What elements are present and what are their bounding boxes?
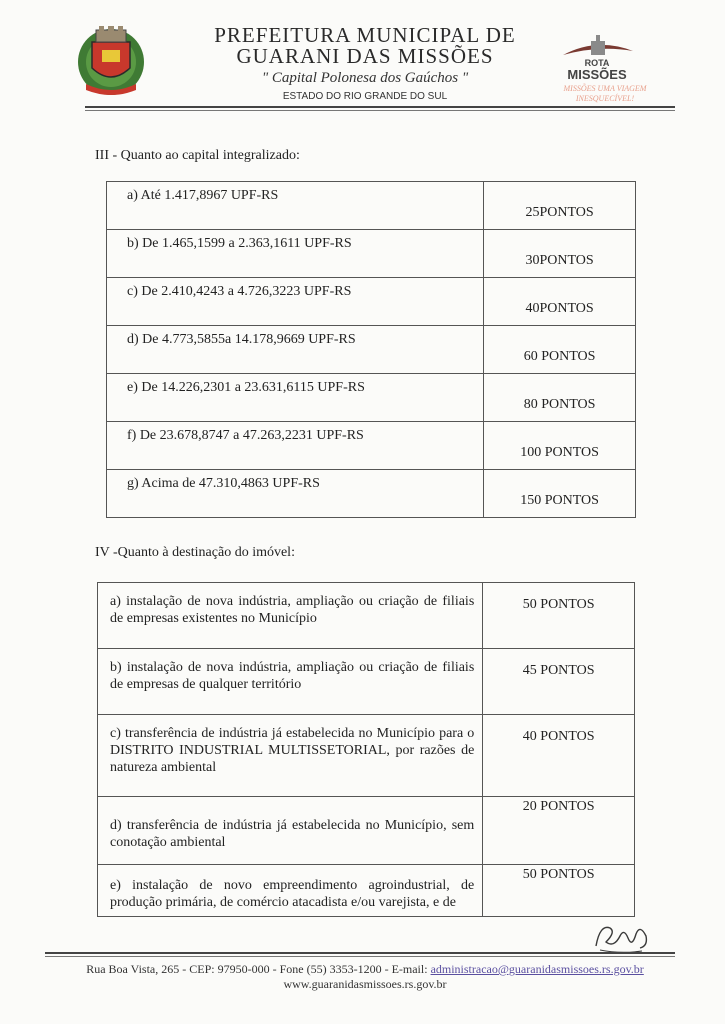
destination-table [97, 582, 635, 917]
capital-points: 150 PONTOS [484, 470, 636, 518]
footer-email-link[interactable]: administracao@guaranidasmissoes.rs.gov.br [430, 962, 644, 976]
header-divider-thin [85, 110, 675, 111]
capital-range-label: g) Acima de 47.310,4863 UPF-RS [107, 470, 484, 518]
capital-points: 30PONTOS [484, 230, 636, 278]
rota-badge-small: ROTA [584, 58, 610, 68]
footer-address-text: Rua Boa Vista, 265 - CEP: 97950-000 - Fone (55) 3353-1200 - E-mail: [86, 962, 431, 976]
rota-badge-big: MISSÕES [567, 67, 627, 82]
footer-divider [45, 952, 675, 954]
capital-range-label: a) Até 1.417,8967 UPF-RS [107, 182, 484, 230]
capital-range-label: b) De 1.465,1599 a 2.363,1611 UPF-RS [107, 230, 484, 278]
capital-range-label: d) De 4.773,5855a 14.178,9669 UPF-RS [107, 326, 484, 374]
destination-points: 40 PONTOS [483, 715, 635, 797]
capital-points: 25PONTOS [484, 182, 636, 230]
section4-heading: IV -Quanto à destinação do imóvel: [95, 545, 295, 560]
destination-label: b) instalação de nova indústria, ampliação ou criação de filiais de empresas de qualquer território [98, 649, 483, 715]
rota-badge [555, 59, 639, 81]
capital-points: 40PONTOS [484, 278, 636, 326]
signature-icon [590, 918, 652, 956]
table-row [107, 374, 636, 422]
destination-label: d) transferência de indústria já estabelecida no Município, sem conotação ambiental [98, 797, 483, 865]
table-row [107, 422, 636, 470]
table-row [107, 230, 636, 278]
destination-points: 50 PONTOS [483, 583, 635, 649]
header-divider [85, 106, 675, 108]
table-row [98, 797, 635, 865]
rota-slogan-line1: MISSÕES UMA VIAGEM [563, 84, 647, 93]
table-row [98, 583, 635, 649]
header-state: ESTADO DO RIO GRANDE DO SUL [282, 91, 448, 102]
capital-range-label: c) De 2.410,4243 a 4.726,3223 UPF-RS [107, 278, 484, 326]
destination-points: 45 PONTOS [483, 649, 635, 715]
header-title-line2: GUARANI DAS MISSÕES [236, 44, 494, 68]
table-row [107, 182, 636, 230]
capital-range-label: e) De 14.226,2301 a 23.631,6115 UPF-RS [107, 374, 484, 422]
capital-range-label: f) De 23.678,8747 a 47.263,2231 UPF-RS [107, 422, 484, 470]
destination-points: 50 PONTOS [483, 865, 635, 917]
footer-website[interactable]: www.guaranidasmissoes.rs.gov.br [283, 977, 447, 991]
rota-slogan-line2: INESQUECÍVEL! [575, 94, 635, 103]
municipal-crest-icon [72, 20, 150, 98]
header-motto: " Capital Polonesa dos Gaúchos " [261, 70, 469, 86]
table-row [98, 649, 635, 715]
destination-label: a) instalação de nova indústria, ampliação ou criação de filiais de empresas existentes no Município [98, 583, 483, 649]
destination-label: c) transferência de indústria já estabelecida no Município para o DISTRITO INDUSTRIAL MULTISSETORIAL, por razões de natureza ambiental [98, 715, 483, 797]
footer-address [40, 962, 690, 977]
table-row [98, 715, 635, 797]
capital-table [106, 181, 636, 518]
footer-divider-thin [45, 956, 675, 957]
destination-label: e) instalação de novo empreendimento agroindustrial, de produção primária, de comércio atacadista e/ou varejista, e de [98, 865, 483, 917]
destination-points: 20 PONTOS [483, 797, 635, 865]
header-title-line1: PREFEITURA MUNICIPAL DE [214, 23, 516, 47]
table-row [107, 278, 636, 326]
table-row [107, 470, 636, 518]
table-row [98, 865, 635, 917]
capital-points: 100 PONTOS [484, 422, 636, 470]
table-row [107, 326, 636, 374]
rota-slogan [545, 84, 665, 104]
capital-points: 60 PONTOS [484, 326, 636, 374]
capital-points: 80 PONTOS [484, 374, 636, 422]
section3-heading: III - Quanto ao capital integralizado: [95, 148, 300, 163]
